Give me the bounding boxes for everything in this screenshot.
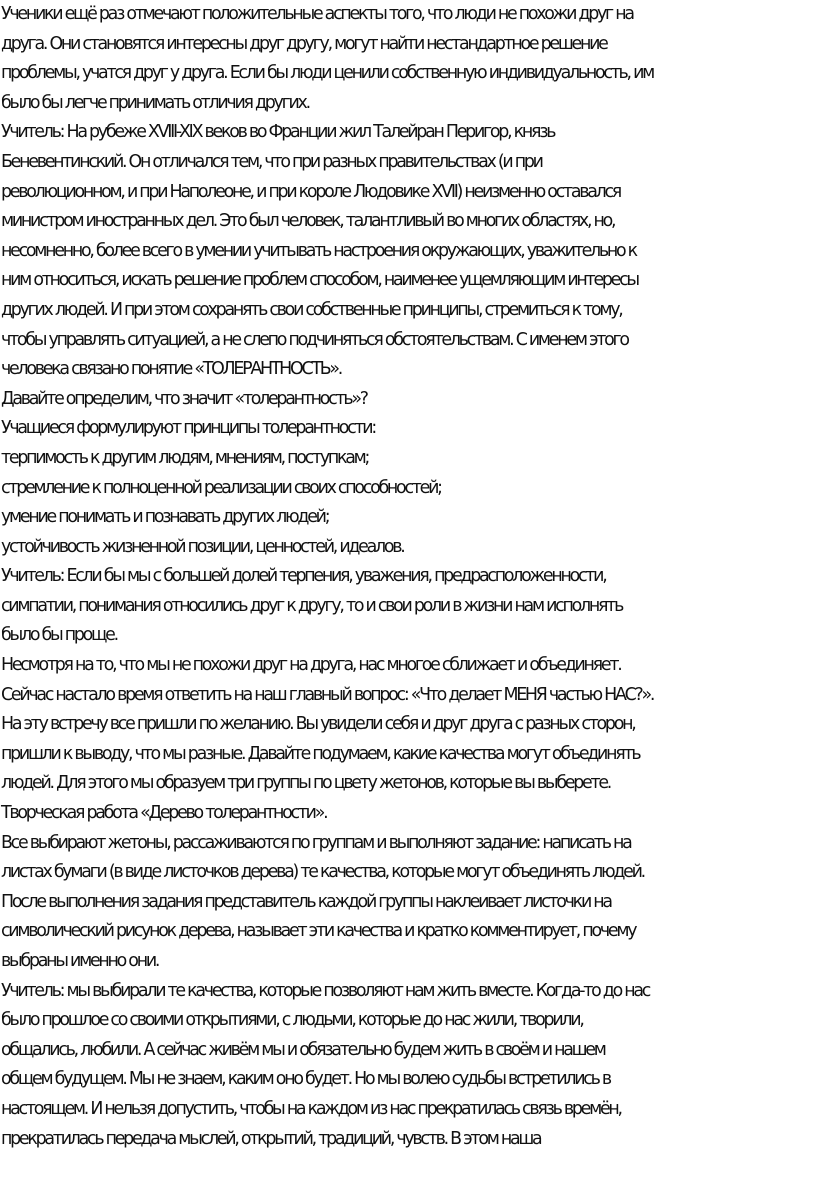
text-line: символический рисунок дерева, называет эти качества и кратко комментирует, почему bbox=[1, 921, 636, 942]
text-line: выбраны именно они. bbox=[1, 951, 159, 971]
text-line: министром иностранных дел. Это был человек, талантливый во многих областях, но, bbox=[1, 211, 615, 232]
text-line: Учитель: мы выбирали те качества, которые позволяют нам жить вместе. Когда-то до нас bbox=[1, 980, 650, 1001]
text-line: Беневентинский. Он отличался тем, что при разных правительствах (и при bbox=[1, 151, 542, 172]
text-line: общем будущем. Мы не знаем, каким оно будет. Но мы волею судьбы встретились в bbox=[1, 1069, 610, 1090]
text-line: чтобы управлять ситуацией, а не слепо подчиняться обстоятельствам. С именем этого bbox=[1, 329, 628, 350]
text-line: других людей. И при этом сохранять свои собственные принципы, стремиться к тому, bbox=[1, 299, 622, 320]
text-line: Учитель: Если бы мы с большей долей терпения, уважения, предрасположенности, bbox=[1, 566, 606, 587]
text-line: умение понимать и познавать других людей; bbox=[1, 507, 329, 528]
text-line: настоящем. И нельзя допустить, чтобы на каждом из нас прекратилась связь времён, bbox=[1, 1098, 621, 1119]
text-line: прекратилась передача мыслей, открытий, традиций, чувств. В этом наша bbox=[1, 1128, 541, 1149]
text-line: человека связано понятие «ТОЛЕРАНТНОСТЬ». bbox=[1, 359, 342, 380]
text-line: общались, любили. А сейчас живём мы и обязательно будем жить в своём и нашем bbox=[1, 1039, 605, 1060]
text-line: друга. Они становятся интересны друг другу, могут найти нестандартное решение bbox=[1, 33, 607, 54]
text-line: Учитель: На рубеже XVIII-XIX веков во Франции жил Талейран Перигор, князь bbox=[1, 122, 555, 143]
text-line: Учащиеся формулируют принципы толерантности: bbox=[1, 418, 375, 439]
text-line: было бы проще. bbox=[1, 625, 117, 646]
text-line: было прошлое со своими открытиями, с людьми, которые до нас жили, творили, bbox=[1, 1010, 583, 1031]
text-line: людей. Для этого мы образуем три группы по цвету жетонов, которые вы выберете. bbox=[1, 773, 611, 794]
text-line: устойчивость жизненной позиции, ценностей, идеалов. bbox=[1, 536, 404, 557]
text-line: стремление к полноценной реализации своих способностей; bbox=[1, 477, 441, 498]
text-line: симпатии, понимания относились друг к другу, то и свои роли в жизни нам исполнять bbox=[1, 595, 623, 616]
text-line: терпимость к другим людям, мнениям, поступкам; bbox=[1, 447, 369, 468]
text-line: После выполнения задания представитель каждой группы наклеивает листочки на bbox=[1, 891, 611, 912]
text-line: проблемы, учатся друг у друга. Если бы люди ценили собственную индивидуальность, им bbox=[1, 63, 654, 84]
text-line: Несмотря на то, что мы не похожи друг на друга, нас многое сближает и объединяет. bbox=[1, 655, 621, 676]
text-line: ним относиться, искать решение проблем способом, наименее ущемляющим интересы bbox=[1, 270, 638, 291]
text-line: Сейчас настало время ответить на наш главный вопрос: «Что делает МЕНЯ частью НАС?». bbox=[1, 684, 654, 705]
text-line: Давайте определим, что значит «толерантность»? bbox=[1, 388, 367, 409]
text-line: листах бумаги (в виде листочков дерева) те качества, которые могут объединять людей. bbox=[1, 862, 644, 883]
text-line: Творческая работа «Дерево толерантности». bbox=[1, 803, 327, 824]
text-line: пришли к выводу, что мы разные. Давайте подумаем, какие качества могут объединять bbox=[1, 743, 640, 764]
text-line: Все выбирают жетоны, рассаживаются по группам и выполняют задание: написать на bbox=[1, 832, 631, 853]
text-line: На эту встречу все пришли по желанию. Вы увидели себя и друг друга с разных сторон, bbox=[1, 714, 635, 735]
text-line: несомненно, более всего в умении учитывать настроения окружающих, уважительно к bbox=[1, 240, 636, 261]
text-line: Ученики ещё раз отмечают положительные аспекты того, что люди не похожи друг на bbox=[1, 4, 633, 24]
text-line: было бы легче принимать отличия других. bbox=[1, 92, 309, 113]
text-line: революционном, и при Наполеоне, и при короле Людовике XVII) неизменно оставался bbox=[1, 181, 621, 202]
